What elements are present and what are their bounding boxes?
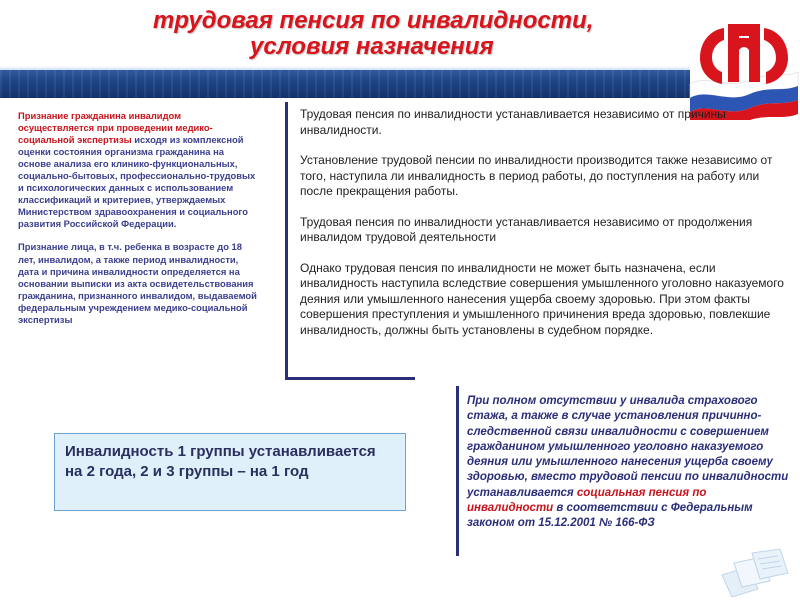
header-stripe xyxy=(0,70,690,98)
pfr-logo-icon xyxy=(688,20,800,120)
note-part-1: При полном отсутствии у инвалида страхового стажа, а также в случае установления причинно-следственной связи инвалидности с совершением гражданином умышленного уголовно наказуемого деяния или умышленного нанесения ущерба своему здоровью, вместо трудовой пенсии по инвалидности устанавливается xyxy=(467,395,789,499)
left-paragraph-1-highlight: Признание гражданина инвалидом осуществляется при проведении медико-социальной экспертизы xyxy=(18,110,213,146)
left-paragraph-1 xyxy=(18,110,258,230)
right-paragraph-2: Установление трудовой пенсии по инвалидности производится также независимо от того, наступила ли инвалидность в период работы, до поступления на работу или после прекращения работы. xyxy=(300,153,773,198)
documents-icon xyxy=(718,545,792,597)
divider-vertical-2 xyxy=(456,386,459,556)
left-paragraph-2: Признание лица, в т.ч. ребенка в возрасте до 18 лет, инвалидом, а также период инвалидности, дата и причина инвалидности определяется на основании выписки из акта освидетельствования гражданина, признанного инвалидом, выдаваемой федеральным учреждением медико-социальной экспертизы xyxy=(18,241,257,325)
right-paragraph-3: Трудовая пенсия по инвалидности устанавливается независимо от продолжения инвалидом трудовой деятельности xyxy=(300,214,753,244)
right-column xyxy=(300,107,790,353)
right-paragraph-1: Трудовая пенсия по инвалидности устанавливается независимо от причины инвалидности. xyxy=(300,107,726,137)
disability-group-box xyxy=(54,433,406,511)
note-part-3: в соответствии с Федеральным законом от 15.12.2001 № 166-ФЗ xyxy=(467,502,753,530)
right-paragraph-4: Однако трудовая пенсия по инвалидности не может быть назначена, если инвалидность наступила вследствие совершения умышленного уголовно наказуемого деяния или умышленного нанесения ущерба своему здоровью. При этом факты совершения преступления и умышленного причинения вреда здоровью, повлекшие инвалидность, должны быть установлены в судебном порядке. xyxy=(300,260,784,337)
disability-group-text: Инвалидность 1 группы устанавливается на 2 года, 2 и 3 группы – на 1 год xyxy=(65,443,376,480)
title-line-1: трудовая пенсия по инвалидности, xyxy=(153,7,594,34)
divider-vertical-1 xyxy=(285,102,288,380)
title-line-2: условия назначения xyxy=(250,33,494,60)
left-paragraph-1-rest: исходя из комплексной оценки состояния организма гражданина на основе анализа его клинико-функциональных, социально-бытовых, профессионально-трудовых и психологических данных с использованием классификаций и критериев, утверждаемых Министерством здравоохранения и социального развития Российской Федерации. xyxy=(18,134,256,230)
social-pension-note xyxy=(467,394,790,532)
left-column xyxy=(18,110,258,337)
note-highlight: социальная пенсия по инвалидности xyxy=(467,486,707,515)
divider-horizontal-1 xyxy=(285,377,415,380)
header xyxy=(0,0,800,100)
